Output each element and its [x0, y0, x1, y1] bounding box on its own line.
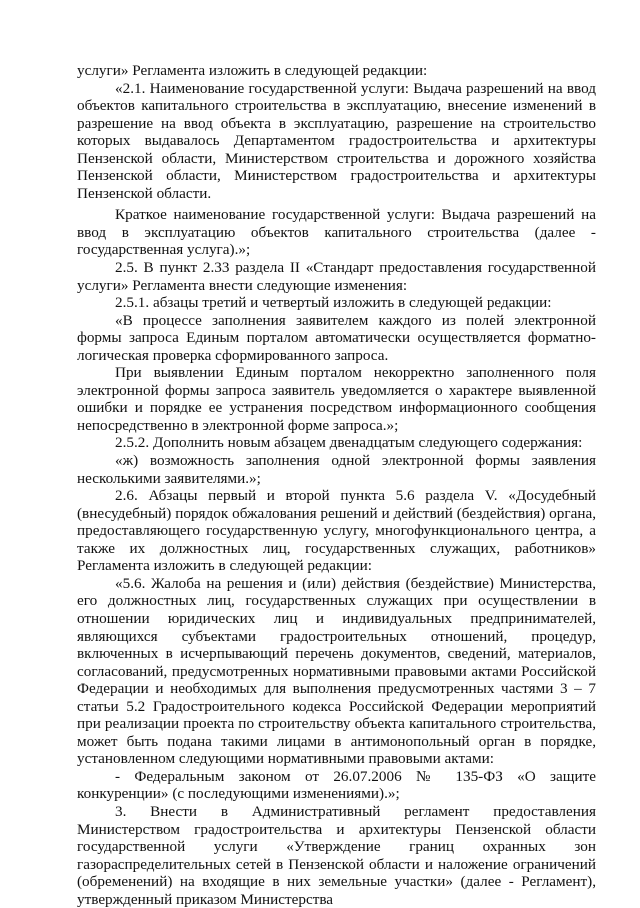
- paragraph: 2.5.1. абзацы третий и четвертый изложить в следующей редакции:: [115, 294, 552, 312]
- paragraph: 2.5.2. Дополнить новым абзацем двенадцатым следующего содержания:: [115, 434, 583, 452]
- paragraph: 2.5. В пункт 2.33 раздела II «Стандарт предоставления государственной услуги» Регламента внести следующие изменения:: [77, 259, 596, 294]
- paragraph: При выявлении Единым порталом некорректно заполненного поля электронной формы запроса заявитель уведомляется о характере выявленной ошибки и порядке ее устранения посредством информационного сообщения непосредственно в электронной форме запроса.»;: [77, 364, 596, 434]
- paragraph: «ж) возможность заполнения одной электронной формы заявления несколькими заявителями.»;: [77, 452, 596, 487]
- paragraph: «5.6. Жалоба на решения и (или) действия (бездействие) Министерства, его должностных лиц, государственных служащих при осуществлении в отношении юридических лиц и индивидуальных предпринимателей, являющихся субъектами градостроительных отношений, процедур, включенных в исчерпывающий перечень документов, сведений, материалов, согласований, предусмотренных нормативными правовыми актами Российской Федерации и необходимых для выполнения предусмотренных частями 3 – 7 статьи 5.2 Градостроительного кодекса Российской Федерации мероприятий при реализации проекта по строительству объекта капитального строительства, может быть подана такими лицами в антимонопольный орган в порядке, установленном следующими нормативными правовыми актами:: [77, 574, 596, 768]
- paragraph: «2.1. Наименование государственной услуги: Выдача разрешений на ввод объектов капитального строительства в эксплуатацию, внесение изменений в разрешение на ввод объекта в эксплуатацию, разрешение на строительство которых выдавалось Департаментом градостроительства и архитектуры Пензенской области, Министерством строительства и дорожного хозяйства Пензенской области, Министерством градостроительства и архитектуры Пензенской области.: [77, 79, 596, 202]
- paragraph: Краткое наименование государственной услуги: Выдача разрешений на ввод в эксплуатацию объектов капитального строительства (далее - государственная услуга).»;: [77, 206, 596, 259]
- paragraph: «В процессе заполнения заявителем каждого из полей электронной формы запроса Единым порталом автоматически осуществляется форматно-логическая проверка сформированного запроса.: [77, 311, 596, 364]
- paragraph: услуги» Регламента изложить в следующей редакции:: [77, 62, 428, 79]
- paragraph: 3. Внести в Административный регламент предоставления Министерством градостроительства и архитектуры Пензенской области государственной услуги «Утверждение границ охранных зон газораспределительных сетей в Пензенской области и наложение ограничений (обременений) на входящие в них земельные участки» (далее - Регламент), утвержденный приказом Министерства: [77, 802, 596, 908]
- paragraph: 2.6. Абзацы первый и второй пункта 5.6 раздела V. «Досудебный (внесудебный) порядок обжалования решений и действий (бездействия) органа, предоставляющего государственную услугу, многофункционального центра, а также их должностных лиц, государственных служащих, работников» Регламента изложить в следующей редакции:: [77, 487, 596, 575]
- paragraph: - Федеральным законом от 26.07.2006 № 135-ФЗ «О защите конкуренции» (с последующими изменениями).»;: [77, 767, 596, 803]
